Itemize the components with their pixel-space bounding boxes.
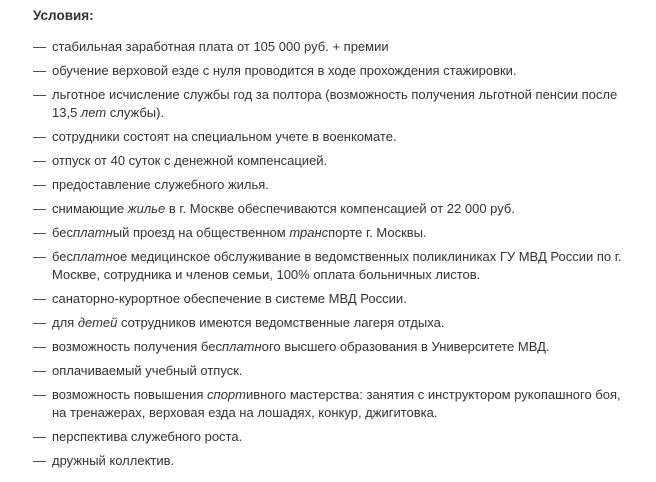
- text-segment: сотрудники состоят на специальном учете в военкомате.: [52, 129, 397, 144]
- text-segment: сотрудников имеются ведомственные лагеря отдыха.: [117, 315, 445, 330]
- text-segment: стабильная заработная плата от 105 000 руб. + премии: [52, 39, 389, 54]
- text-segment: оплачиваемый учебный отпуск.: [52, 363, 243, 378]
- list-dash: —: [33, 225, 46, 240]
- text-segment: ый проезд на общественном: [112, 225, 290, 240]
- conditions-list-item: [33, 248, 644, 284]
- list-item-text: [52, 338, 627, 356]
- conditions-list-item: [33, 290, 644, 308]
- list-item-text: [52, 290, 627, 308]
- text-segment: ивного мастерства: занятия с инструктором рукопашного боя, на тренажерах, верховая езда на лошадях, конкур, джигитовка.: [52, 387, 621, 420]
- text-segment: возможность получения бес: [52, 339, 222, 354]
- list-dash: —: [33, 453, 46, 468]
- list-item-text: [52, 152, 627, 170]
- list-item-text: [52, 62, 627, 80]
- text-segment: отпуск от 40 суток с денежной компенсацией.: [52, 153, 328, 168]
- emphasized-text: лет: [80, 105, 107, 120]
- conditions-heading: Условия:: [33, 8, 94, 23]
- emphasized-text: платн: [221, 339, 262, 354]
- conditions-list-item: [33, 452, 644, 470]
- conditions-list-item: [33, 152, 644, 170]
- text-segment: бес: [52, 249, 74, 264]
- emphasized-text: жилье: [127, 201, 166, 216]
- text-segment: дружный коллектив.: [52, 453, 175, 468]
- conditions-list-item: [33, 200, 644, 218]
- list-item-text: [52, 86, 627, 122]
- list-dash: —: [33, 291, 46, 306]
- text-segment: снимающие: [52, 201, 128, 216]
- conditions-list-item: [33, 38, 644, 56]
- list-item-text: [52, 224, 627, 242]
- text-segment: обучение верховой езде с нуля проводится в ходе прохождения стажировки.: [52, 63, 517, 78]
- list-item-text: [52, 314, 627, 332]
- list-item-text: [52, 386, 627, 422]
- text-segment: санаторно-курортное обеспечение в системе МВД России.: [52, 291, 407, 306]
- emphasized-text: спорт: [207, 387, 246, 402]
- list-item-text: [52, 38, 627, 56]
- list-dash: —: [33, 201, 46, 216]
- list-item-text: [52, 428, 627, 446]
- text-segment: перспектива служебного роста.: [52, 429, 243, 444]
- emphasized-text: транс: [289, 225, 329, 240]
- conditions-list-item: [33, 314, 644, 332]
- text-segment: службы).: [106, 105, 165, 120]
- list-dash: —: [33, 339, 46, 354]
- text-segment: ого высшего образования в Университете МВД.: [261, 339, 550, 354]
- list-item-text: [52, 128, 627, 146]
- list-dash: —: [33, 63, 46, 78]
- text-segment: льготное исчисление службы год за полтора (возможность получения льготной пенсии после 13,5: [52, 87, 618, 120]
- text-segment: ое медицинское обслуживание в ведомственных поликлиниках ГУ МВД России по г. Москве, сотрудника и членов семьи, 100% оплата больничных листов.: [52, 249, 622, 282]
- list-item-text: [52, 452, 627, 470]
- conditions-list-item: [33, 428, 644, 446]
- conditions-list-item: [33, 338, 644, 356]
- list-dash: —: [33, 39, 46, 54]
- list-dash: —: [33, 153, 46, 168]
- list-dash: —: [33, 363, 46, 378]
- conditions-list-item: [33, 86, 644, 122]
- text-segment: бес: [52, 225, 74, 240]
- list-dash: —: [33, 249, 46, 264]
- text-segment: для: [52, 315, 78, 330]
- list-dash: —: [33, 177, 46, 192]
- conditions-list-item: [33, 62, 644, 80]
- text-segment: в г. Москве обеспечиваются компенсацией от 22 000 руб.: [165, 201, 515, 216]
- emphasized-text: платн: [73, 249, 113, 264]
- text-segment: порте г. Москвы.: [328, 225, 427, 240]
- list-item-text: [52, 248, 627, 284]
- list-dash: —: [33, 429, 46, 444]
- list-item-text: [52, 200, 627, 218]
- list-dash: —: [33, 387, 46, 402]
- list-item-text: [52, 176, 627, 194]
- text-segment: предоставление служебного жилья.: [52, 177, 269, 192]
- conditions-list: [33, 38, 644, 470]
- conditions-list-item: [33, 224, 644, 242]
- conditions-list-item: [33, 176, 644, 194]
- emphasized-text: детей: [77, 315, 118, 330]
- conditions-list-item: [33, 362, 644, 380]
- text-segment: возможность повышения: [52, 387, 208, 402]
- list-dash: —: [33, 87, 46, 102]
- list-item-text: [52, 362, 627, 380]
- list-dash: —: [33, 129, 46, 144]
- emphasized-text: платн: [73, 225, 113, 240]
- conditions-list-item: [33, 128, 644, 146]
- list-dash: —: [33, 315, 46, 330]
- conditions-list-item: [33, 386, 644, 422]
